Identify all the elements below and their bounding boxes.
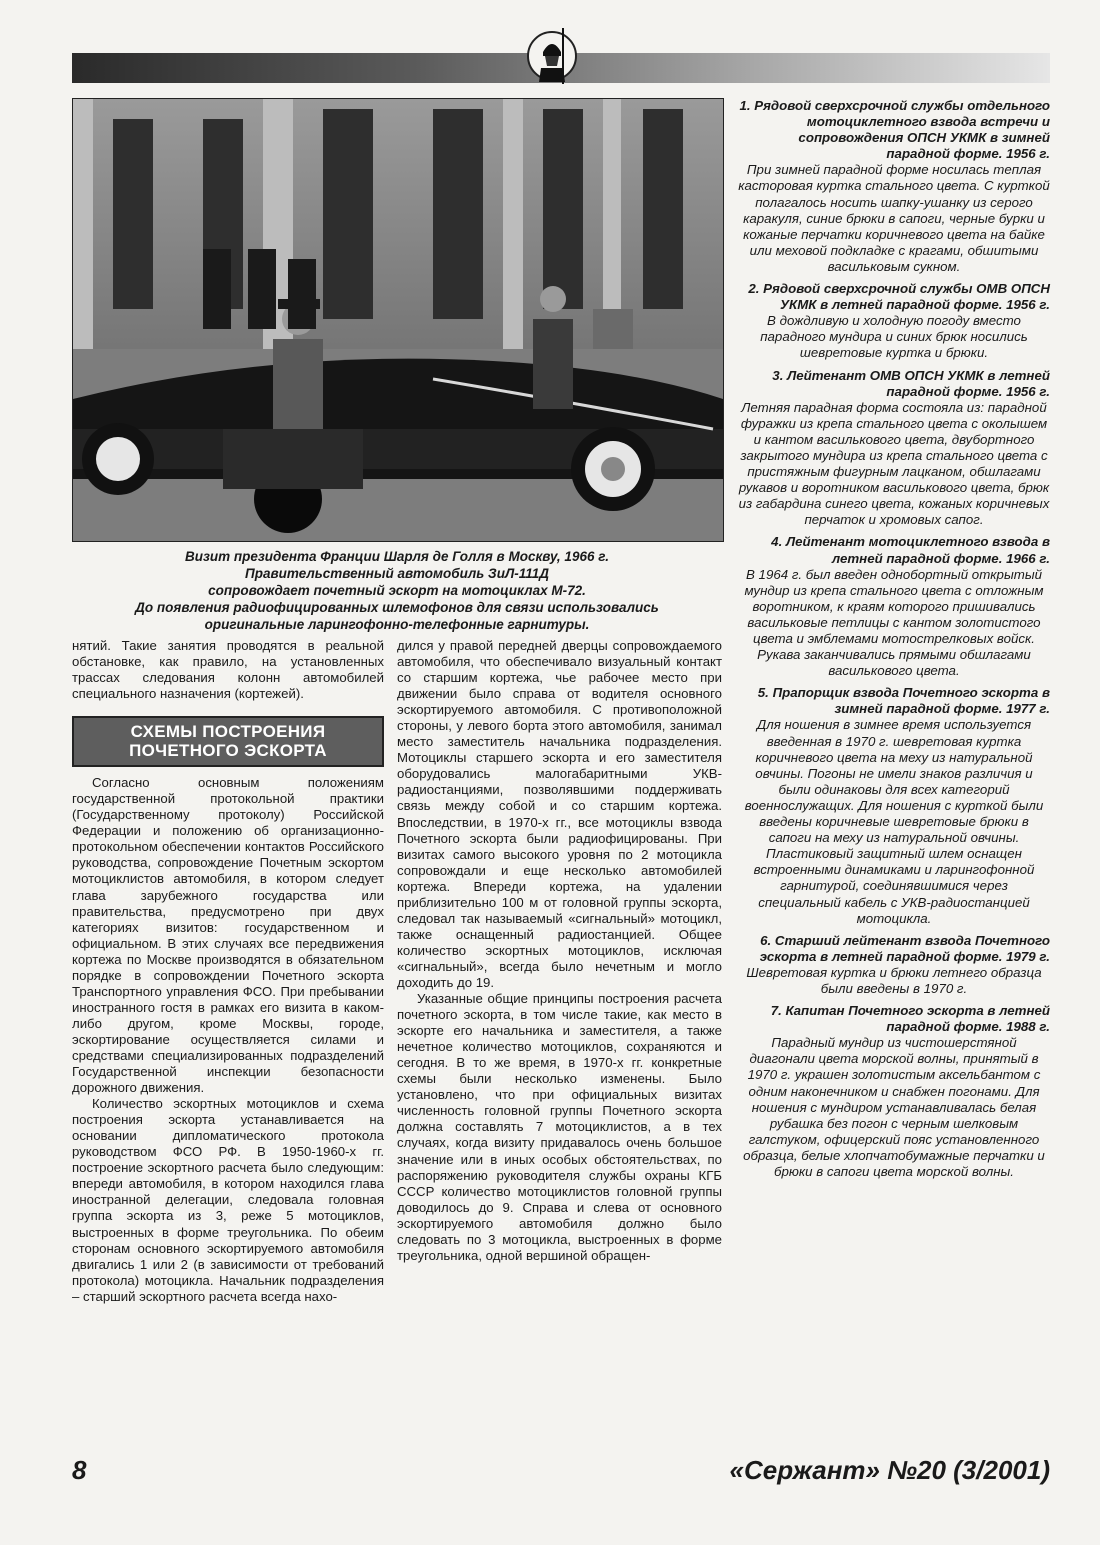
uniform-title: 5. Прапорщик взвода Почетного эскорта в зимней парадной форме. 1977 г. <box>757 685 1050 717</box>
caption-line: сопровождает почетный эскорт на мотоциклах М-72. <box>208 583 586 598</box>
uniform-description: В 1964 г. был введен однобортный открытый мундир из крепа стального цвета с отложным воротником, к краям которого пришивались васильковые петлицы с кантом золотистого цвета и эмблемами мотострелковых войск. Рукава заканчивались прямыми обшлагами василькового цвета. <box>744 566 1044 679</box>
uniform-note <box>738 98 1050 275</box>
uniform-title: 7. Капитан Почетного эскорта в летней парадной форме. 1988 г. <box>770 1003 1050 1035</box>
right-column-uniform-notes <box>738 98 1050 1186</box>
uniform-note <box>738 933 1050 997</box>
photo-caption <box>72 548 722 633</box>
uniform-title: 2. Рядовой сверхсрочной службы ОМВ ОПСН УКМК в летней парадной форме. 1956 г. <box>748 281 1050 313</box>
caption-line: оригинальные ларингофонно-телефонные гарнитуры. <box>204 617 590 632</box>
uniform-title: 4. Лейтенант мотоциклетного взвода в летней парадной форме. 1966 г. <box>771 534 1050 566</box>
caption-line: Визит президента Франции Шарля де Голля в Москву, 1966 г. <box>185 549 609 564</box>
caption-line: До появления радиофицированных шлемофонов для связи использовались <box>135 600 659 615</box>
left-column <box>72 638 384 1305</box>
paragraph: Указанные общие принципы построения расчета почетного эскорта, в том числе такие, как место в эскорте его начальника и заместителя, а также нечетное количество мотоциклов, сохраняются и сегодня. В то же время, в 1970-х гг. конкретные схемы были несколько изменены. Было установлено, что при официальных визитах численность головной группы Почетного эскорта должна составлять 7 мотоциклистов, а в тех случаях, когда визиту придавалось очень большое значение или в иных особых обстоятельствах, по распоряжению руководителя службы охраны КГБ СССР количество мотоциклистов головной группы доводилось до 9. Справа и слева от основного эскортируемого автомобиля должно было следовать по 3 мотоцикла, выстроенных в форме треугольника, одной вершиной обращен- <box>397 991 722 1263</box>
uniform-description: Для ношения в зимнее время используется введенная в 1970 г. шевретовая куртка коричневого цвета на меху из натуральной овчины. Погоны не имели знаков различия и были одинаковы для всех категорий военнослужащих. Для ношения с курткой были введены коричневые шевретовые брюки в сапоги на меху из натуральной овчины. Пластиковый защитный шлем оснащен встроенными динамиками и ларингофонной гарнитурой, соединявшимися через специальный кабель с УКВ-радиостанцией мотоцикла. <box>744 717 1044 926</box>
section-heading-line1: СХЕМЫ ПОСТРОЕНИЯ <box>130 722 326 742</box>
uniform-description: Парадный мундир из чистошерстяной диагонали цвета морской волны, принятый в 1970 г. украшен золотистым аксельбантом с одним наконечником и снабжен погонами. Для ношения с мундиром устанавливалась белая рубашка без погон с черным шелковым галстуком, офицерский пояс установленного образца, белые хлопчатобумажные перчатки и брюки в сапоги цвета морской волны. <box>743 1035 1045 1179</box>
section-heading <box>72 716 384 767</box>
uniform-title: 1. Рядовой сверхсрочной службы отдельного мотоциклетного взвода встречи и сопровождения ОПСН УКМК в зимней парадной форме. 1956 г. <box>739 98 1050 162</box>
uniform-description: При зимней парадной форме носилась теплая касторовая куртка стального цвета. С курткой полагалось носить шапку-ушанку из серого каракуля, синие брюки в сапоги, черные бурки и кожаные перчатки коричневого цвета на байке или меховой подкладке с крагами, обшитыми васильковым сукном. <box>738 162 1050 274</box>
page-number: 8 <box>72 1455 87 1485</box>
uniform-note <box>738 685 1050 926</box>
uniform-note <box>738 281 1050 361</box>
uniform-title: 3. Лейтенант ОМВ ОПСН УКМК в летней парадной форме. 1956 г. <box>772 367 1050 399</box>
uniform-note <box>738 1003 1050 1180</box>
uniform-description: В дождливую и холодную погоду вместо парадного мундира и синих брюк носились шевретовые куртка и брюки. <box>760 313 1028 361</box>
motorcade-photo <box>72 98 724 542</box>
uniform-title: 6. Старший лейтенант взвода Почетного эскорта в летней парадной форме. 1979 г. <box>759 932 1050 964</box>
uniform-note <box>738 368 1050 529</box>
section-heading-line2: ПОЧЕТНОГО ЭСКОРТА <box>129 741 327 761</box>
middle-column <box>397 638 722 1264</box>
soldier-emblem-icon <box>527 22 577 92</box>
uniform-description: Шевретовая куртка и брюки летнего образца были введены в 1970 г. <box>746 964 1042 996</box>
paragraph: дился у правой передней дверцы сопровождаемого автомобиля, что обеспечивало визуальный контакт со старшим кортежа, чье рабочее место при движении было справа от водителя основного эскортируемого автомобиля. С противоположной стороны, у левого борта этого автомобиля, занимал место заместитель начальника подразделения. Мотоциклы старшего эскорта и его заместителя оборудовались малогабаритными УКВ-радиостанциями, позволявшими поддерживать связь между собой и со старшим кортежа. Впоследствии, в 1970-х гг., все мотоциклы взвода Почетного эскорта были радиофицированы. При визитах самого высокого уровня по 2 мотоцикла сопровождали и еще несколько автомобилей кортежа. Впереди кортежа, на удалении приблизительно 100 м от головной группы эскорта, следовал так называемый «сигнальный» мотоцикл, также оснащенный радиостанцией. Общее количество эскортных мотоциклов, исключая «сигнальный», всегда было нечетным и могло доходить до 19. <box>397 638 722 990</box>
caption-line: Правительственный автомобиль ЗиЛ-111Д <box>245 566 549 581</box>
paragraph: Количество эскортных мотоциклов и схема построения эскорта устанавливается на основании дипломатического протокола руководством ФСО РФ. В 1950-1960-х гг. построение эскортного расчета было следующим: впереди автомобиля, в котором находился глава иностранной делегации, следовала головная группа эскорта из 3, реже 5 мотоциклов, выстроенных в форме треугольника. По обеим сторонам основного эскортируемого автомобиля двигались 1 или 2 (в зависимости от требований протокола) мотоцикла. Начальник подразделения – старший эскортного расчета всегда нахо- <box>72 1096 384 1304</box>
uniform-note <box>738 534 1050 679</box>
intro-paragraph: нятий. Такие занятия проводятся в реальной обстановке, как правило, на установленных трассах следования колонн автомобилей специального назначения (кортежей). <box>72 638 384 702</box>
magazine-issue: «Сержант» №20 (3/2001) <box>729 1455 1050 1485</box>
paragraph: Согласно основным положениям государственной протокольной практики (Государственному протоколу) Российской Федерации и положению об организационно-протокольном обеспечении контактов Российского руководства, сопровождение Почетным эскортом мотоциклистов автомобиля, в котором следует глава зарубежного государства или правительства, предусмотрено при двух категориях визитов: государственном и официальном. В этих случаях все передвижения кортежа по Москве производятся в обязательном порядке в сопровождении Почетного эскорта Транспортного управления ФСО. При пребывании иностранного гостя в рамках его визита в каком-либо другом, кроме Москвы, городе, эскортирование осуществляется силами и средствами специализированных подразделений Государственной инспекции безопасности дорожного движения. <box>72 775 384 1096</box>
uniform-description: Летняя парадная форма состояла из: парадной фуражки из крепа стального цвета с околышем и кантом василькового цвета, двубортного закрытого мундира из крепа стального цвета с пристяжным фигурным лацканом, обшлагами рукавов и воротником василькового цвета, брюк из габардина синего цвета, кожаных коричневых перчаток и хромовых сапог. <box>738 399 1050 528</box>
